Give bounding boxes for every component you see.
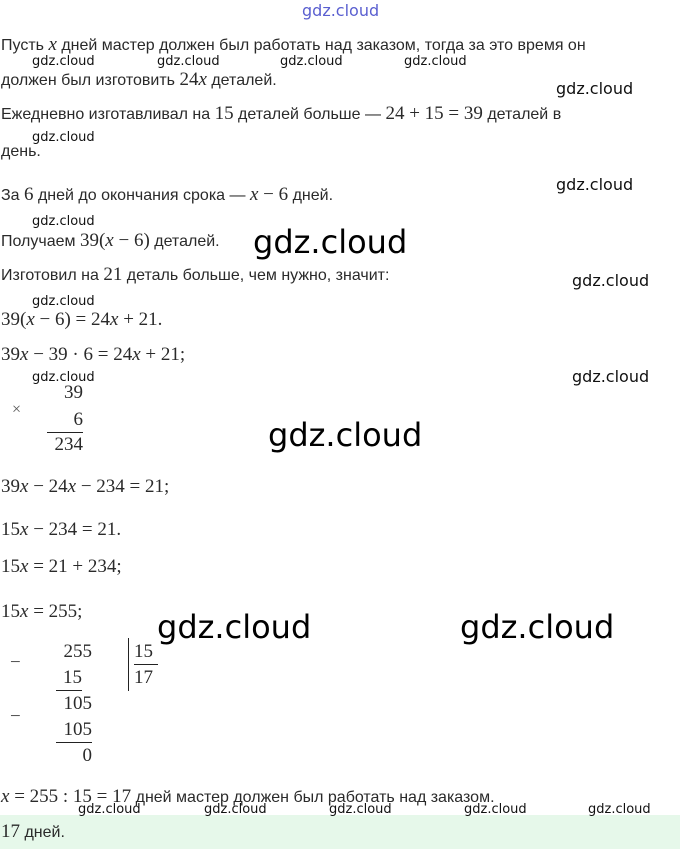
equation-3: 39x − 24x − 234 = 21; (1, 476, 170, 497)
equation-2: 39x − 39 · 6 = 24x + 21; (1, 344, 186, 365)
watermark-small: gdz.cloud (280, 54, 343, 69)
line-5: За 6 дней до окончания срока — x − 6 дней. (1, 184, 334, 205)
watermark-large: gdz.cloud (268, 416, 423, 454)
equation-1: 39(x − 6) = 24x + 21. (1, 309, 163, 330)
watermark-small: gdz.cloud (32, 130, 95, 145)
watermark-large: gdz.cloud (157, 608, 312, 646)
division-dividend: 255 (63, 641, 92, 662)
watermark-small: gdz.cloud (157, 54, 220, 69)
line-2: должен был изготовить 24x деталей. (1, 69, 277, 90)
equation-6: 15x = 255; (1, 601, 83, 622)
watermark-small: gdz.cloud (32, 294, 95, 309)
watermark-large: gdz.cloud (460, 608, 615, 646)
division-quotient: 17 (134, 667, 153, 688)
multiply-sign: × (12, 401, 22, 418)
watermark-small: gdz.cloud (329, 802, 392, 817)
line-1: Пусть x дней мастер должен был работать над заказом, тогда за это время он (1, 34, 586, 55)
multiply-bottom: 6 (47, 408, 83, 433)
watermark-medium: gdz.cloud (572, 271, 650, 290)
watermark-large: gdz.cloud (253, 223, 408, 261)
watermark-medium: gdz.cloud (572, 367, 650, 386)
watermark-small: gdz.cloud (78, 802, 141, 817)
line-6: Получаем 39(x − 6) деталей. (1, 230, 220, 251)
division-remainder-1: 105 (63, 693, 92, 714)
division-minus-2: − (10, 706, 21, 727)
watermark-top: gdz.cloud (302, 1, 380, 20)
multiply-result: 234 (54, 434, 83, 455)
watermark-small: gdz.cloud (588, 802, 651, 817)
watermark-medium: gdz.cloud (556, 79, 634, 98)
line-7: Изготовил на 21 деталь больше, чем нужно, значит: (1, 264, 390, 285)
watermark-small: gdz.cloud (32, 214, 95, 229)
division-minus-1: − (10, 652, 21, 673)
answer-text: 17 дней. (1, 821, 65, 842)
line-4: день. (1, 143, 41, 160)
line-3: Ежедневно изготавливал на 15 деталей больше — 24 + 15 = 39 деталей в (1, 103, 562, 124)
answer-block (0, 815, 680, 849)
final-line: x = 255 : 15 = 17 дней мастер должен был работать над заказом. (1, 786, 495, 807)
division-remainder-2: 0 (82, 745, 92, 766)
equation-5: 15x = 21 + 234; (1, 556, 122, 577)
division-subtrahend-1: 15 (56, 666, 82, 691)
division-divisor: 15 (134, 640, 158, 665)
division-bracket-vertical (128, 638, 129, 691)
watermark-small: gdz.cloud (404, 54, 467, 69)
watermark-small: gdz.cloud (204, 802, 267, 817)
multiply-top: 39 (64, 382, 83, 403)
equation-4: 15x − 234 = 21. (1, 519, 122, 540)
watermark-small: gdz.cloud (32, 370, 95, 385)
division-subtrahend-2: 105 (56, 718, 92, 743)
watermark-medium: gdz.cloud (556, 175, 634, 194)
watermark-small: gdz.cloud (464, 802, 527, 817)
watermark-small: gdz.cloud (32, 54, 95, 69)
